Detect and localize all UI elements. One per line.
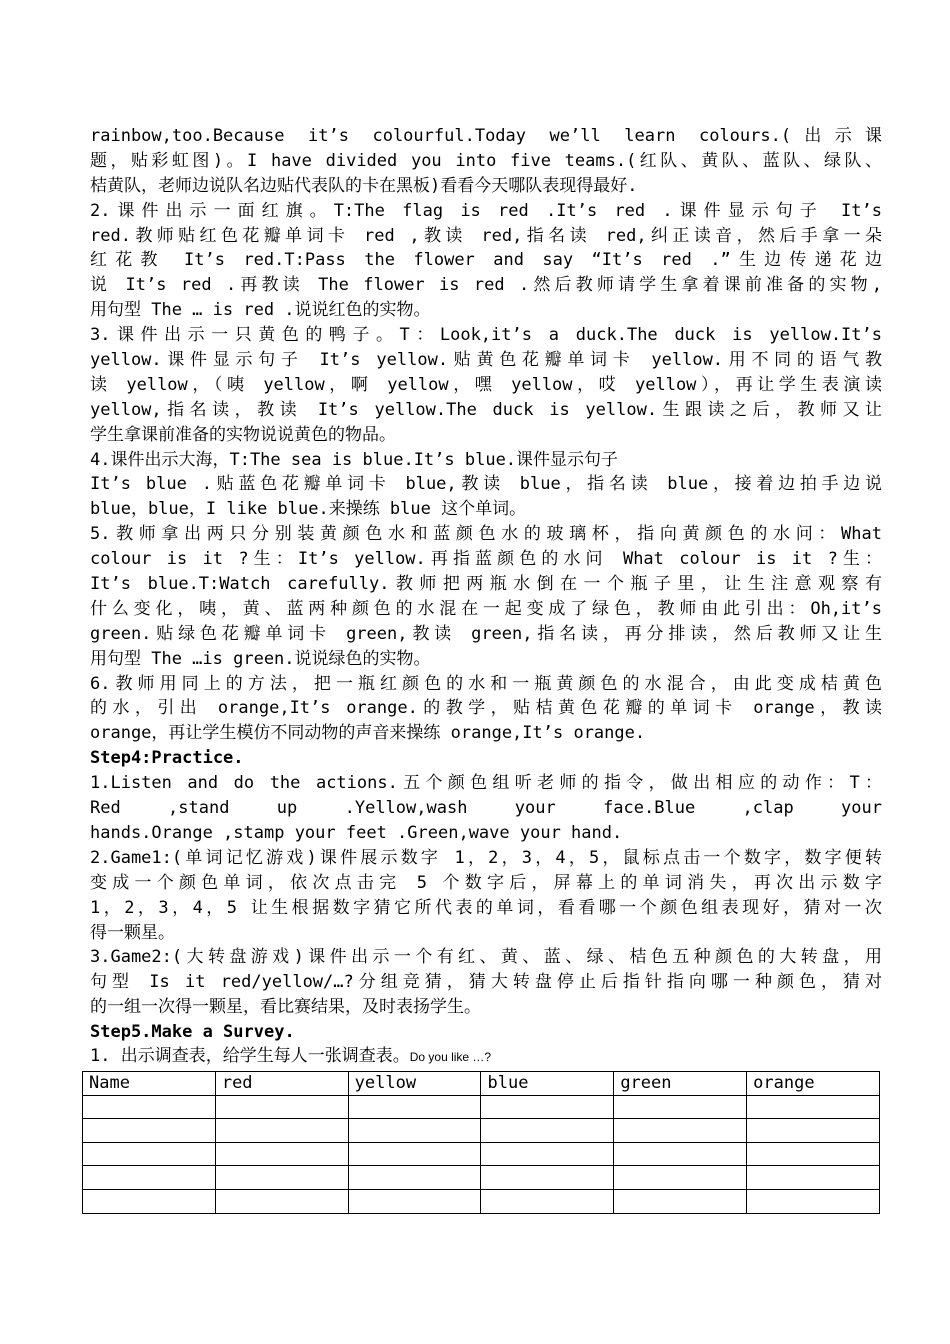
text-line: 5.教师拿出两只分别装黄颜色水和蓝颜色水的玻璃杯，指向黄颜色的水问：What — [90, 524, 882, 545]
text-line: It’s blue.T:Watch carefully.教师把两瓶水倒在一个瓶子里，让生注意观察有 — [90, 574, 882, 595]
table-cell — [215, 1142, 348, 1166]
table-cell — [747, 1142, 880, 1166]
text-line: 1.Listen and do the actions.五个颜色组听老师的指令，做出相应的动作：T： — [90, 773, 882, 794]
text-line: 得一颗星。 — [90, 922, 175, 943]
text-line: 2.课件出示一面红旗。T:The flag is red .It’s red .课件显示句子 It’s — [90, 200, 882, 221]
table-cell — [83, 1095, 216, 1119]
table-cell — [481, 1189, 614, 1213]
table-cell — [215, 1166, 348, 1190]
table-header-cell: blue — [481, 1072, 614, 1096]
table-cell — [614, 1189, 747, 1213]
text-line: blue，blue，I like blue.来操练 blue 这个单词。 — [90, 499, 527, 520]
table-cell — [481, 1142, 614, 1166]
table-cell — [83, 1119, 216, 1143]
table-cell — [348, 1166, 481, 1190]
text-line: 3.课件出示一只黄色的鸭子。T：Look,it’s a duck.The duck is yellow.It’s — [90, 325, 882, 346]
table-row — [83, 1119, 880, 1143]
table-row — [83, 1166, 880, 1190]
text-line: 读 yellow，（咦 yellow，啊 yellow，嘿 yellow，哎 yellow），再让学生表演读 — [90, 374, 882, 395]
text-line: 变成一个颜色单词，依次点击完 5 个数字后，屏幕上的单词消失，再次出示数字 — [90, 872, 882, 893]
text-line: 6.教师用同上的方法，把一瓶红颜色的水和一瓶黄颜色的水混合，由此变成桔黄色 — [90, 673, 882, 694]
table-cell — [747, 1189, 880, 1213]
table-cell — [747, 1119, 880, 1143]
table-cell — [348, 1119, 481, 1143]
table-cell — [83, 1166, 216, 1190]
text-line: colour is it ?生：It’s yellow.再指蓝颜色的水问 What colour is it ?生： — [90, 549, 882, 570]
text-line: 什么变化，咦，黄、蓝两种颜色的水混在一起变成了绿色，教师由此引出：Oh,it’s — [90, 598, 882, 619]
text-line: 2.Game1:(单词记忆游戏)课件展示数字 1，2，3，4，5，鼠标点击一个数字，数字便转 — [90, 847, 882, 868]
text-line: 用句型 The …is green.说说绿色的实物。 — [90, 648, 431, 669]
table-cell — [614, 1166, 747, 1190]
table-cell — [614, 1142, 747, 1166]
table-cell — [215, 1189, 348, 1213]
table-row — [83, 1142, 880, 1166]
table-cell — [348, 1189, 481, 1213]
table-cell — [481, 1119, 614, 1143]
survey-table — [82, 1071, 880, 1214]
text-line: 用句型 The … is red .说说红色的实物。 — [90, 300, 431, 321]
step5-heading: Step5.Make a Survey. — [90, 1022, 295, 1043]
table-header-cell: yellow — [348, 1072, 481, 1096]
text-line: red.教师贴红色花瓣单词卡 red ,教读 red,指名读 red,纠正读音，然后手拿一朵 — [90, 225, 882, 246]
table-cell — [747, 1166, 880, 1190]
text-line: yellow,指名读，教读 It’s yellow.The duck is yellow.生跟读之后，教师又让 — [90, 399, 882, 420]
text-line: 1，2，3，4，5 让生根据数字猜它所代表的单词，看看哪一个颜色组表现好，猜对一次 — [90, 897, 882, 918]
table-header-cell: green — [614, 1072, 747, 1096]
text-line: 的一组一次得一颗星，看比赛结果，及时表扬学生。 — [90, 997, 481, 1018]
text-line: 说 It’s red .再教读 The flower is red .然后教师请学生拿着课前准备的实物, — [90, 275, 882, 296]
table-cell — [83, 1189, 216, 1213]
table-cell — [215, 1095, 348, 1119]
table-cell — [614, 1095, 747, 1119]
table-header-cell: orange — [747, 1072, 880, 1096]
table-cell — [481, 1095, 614, 1119]
table-cell — [348, 1095, 481, 1119]
text-line: 学生拿课前准备的实物说说黄色的物品。 — [90, 424, 396, 445]
table-row — [83, 1189, 880, 1213]
text-line: 4.课件出示大海，T:The sea is blue.It’s blue.课件显示句子 — [90, 449, 619, 470]
text-line: 3.Game2:(大转盘游戏)课件出示一个有红、黄、蓝、绿、桔色五种颜色的大转盘，用 — [90, 947, 882, 968]
table-header-cell: Name — [83, 1072, 216, 1096]
text-line: 桔黄队，老师边说队名边贴代表队的卡在黑板)看看今天哪队表现得最好. — [90, 175, 638, 196]
text-line: green.贴绿色花瓣单词卡 green,教读 green,指名读，再分排读，然后教师又让生 — [90, 623, 882, 644]
practice-body — [90, 771, 882, 1020]
document-page — [90, 124, 882, 1067]
text-line: Red ,stand up .Yellow,wash your face.Blue ,clap your — [90, 798, 882, 819]
survey-body — [83, 1095, 880, 1213]
table-cell — [747, 1095, 880, 1119]
table-cell — [481, 1166, 614, 1190]
text-line: 题，贴彩虹图)。I have divided you into five teams.(红队、黄队、蓝队、绿队、 — [90, 150, 882, 171]
text-line: 的水，引出 orange,It’s orange.的教学，贴桔黄色花瓣的单词卡 orange，教读 — [90, 698, 882, 719]
table-cell — [348, 1142, 481, 1166]
survey-intro — [90, 1045, 882, 1067]
table-cell — [83, 1142, 216, 1166]
lesson-steps-body — [90, 124, 882, 746]
text-line: yellow.课件显示句子 It’s yellow.贴黄色花瓣单词卡 yellow.用不同的语气教 — [90, 350, 882, 371]
text-line: 红花教 It’s red.T:Pass the flower and say “It’s red .”生边传递花边 — [90, 250, 882, 271]
text-line: orange，再让学生模仿不同动物的声音来操练 orange,It’s orange. — [90, 723, 646, 744]
survey-intro-text: 1. 出示调查表，给学生每人一张调查表。 — [90, 1045, 410, 1066]
text-line: It’s blue .贴蓝色花瓣单词卡 blue,教读 blue，指名读 blue，接着边拍手边说 — [90, 474, 882, 495]
table-row — [83, 1095, 880, 1119]
text-line: rainbow,too.Because it’s colourful.Today we’ll learn colours.(出示课 — [90, 126, 882, 146]
step4-heading: Step4:Practice. — [90, 748, 244, 769]
text-line: 句型 Is it red/yellow/…?分组竞猜，猜大转盘停止后指针指向哪一种颜色，猜对 — [90, 972, 882, 993]
table-cell — [215, 1119, 348, 1143]
survey-question: Do you like …? — [409, 1049, 492, 1064]
survey-header-row — [83, 1072, 880, 1096]
text-line: hands.Orange ,stamp your feet .Green,wave your hand. — [90, 822, 623, 843]
table-header-cell: red — [215, 1072, 348, 1096]
table-cell — [614, 1119, 747, 1143]
